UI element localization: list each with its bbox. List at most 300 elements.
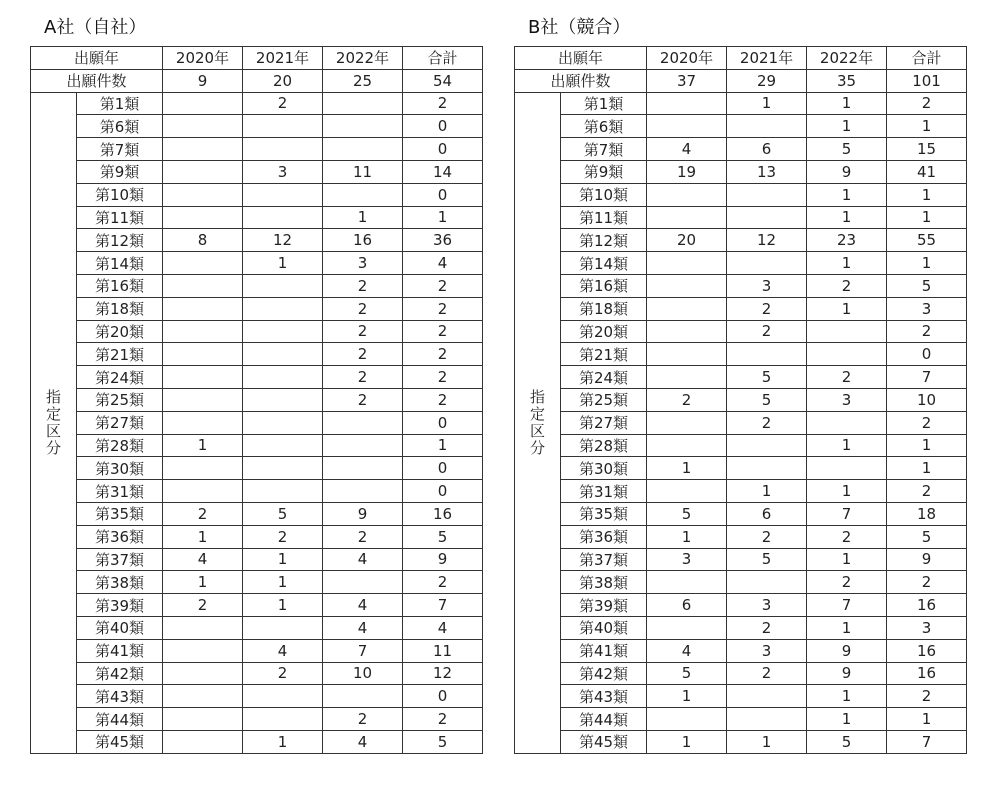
class-name-cell: 第16類 [561,274,647,297]
value-cell [243,480,323,503]
value-cell: 5 [647,502,727,525]
class-name-cell: 第10類 [77,183,163,206]
value-cell: 5 [243,502,323,525]
value-cell [163,639,243,662]
value-cell: 3 [243,160,323,183]
value-cell [163,480,243,503]
class-name-cell: 第25類 [561,388,647,411]
value-cell: 5 [727,366,807,389]
value-cell: 1 [647,525,727,548]
total-cell: 3 [887,297,967,320]
total-cell: 5 [887,274,967,297]
total-cell: 2 [887,320,967,343]
table-row [31,571,483,594]
total-cell: 7 [887,730,967,753]
total-cell: 2 [403,92,483,115]
value-cell: 2 [323,274,403,297]
table-row [515,92,967,115]
total-cell: 2 [887,92,967,115]
total-cell: 1 [887,434,967,457]
table-row [515,343,967,366]
value-cell [647,206,727,229]
table-row [31,525,483,548]
value-cell: 2 [243,92,323,115]
table-row [31,708,483,731]
header-total-cell: 合計 [887,47,967,70]
value-cell: 2 [323,525,403,548]
value-cell [243,616,323,639]
value-cell: 1 [163,525,243,548]
value-cell: 1 [807,115,887,138]
table-row [31,206,483,229]
value-cell: 1 [807,616,887,639]
value-cell [163,320,243,343]
total-cell: 11 [403,639,483,662]
class-name-cell: 第41類 [561,639,647,662]
class-name-cell: 第30類 [561,457,647,480]
summary-value-cell: 54 [403,69,483,92]
value-cell: 2 [163,594,243,617]
value-cell [323,115,403,138]
total-cell: 1 [887,457,967,480]
summary-value-cell: 25 [323,69,403,92]
class-name-cell: 第21類 [561,343,647,366]
value-cell: 5 [807,730,887,753]
class-name-cell: 第16類 [77,274,163,297]
table-row [515,730,967,753]
class-name-cell: 第7類 [561,138,647,161]
table-row [31,160,483,183]
value-cell: 4 [647,639,727,662]
total-cell: 0 [403,138,483,161]
total-cell: 3 [887,616,967,639]
value-cell: 1 [163,434,243,457]
class-name-cell: 第7類 [77,138,163,161]
class-name-cell: 第28類 [561,434,647,457]
value-cell [323,480,403,503]
value-cell [163,662,243,685]
total-cell: 2 [887,411,967,434]
value-cell: 2 [727,662,807,685]
value-cell: 2 [323,343,403,366]
table-row [515,183,967,206]
value-cell: 2 [243,662,323,685]
total-cell: 0 [403,480,483,503]
table-row [31,320,483,343]
header-year-cell: 2020年 [163,47,243,70]
value-cell: 6 [727,502,807,525]
header-year-cell: 2022年 [807,47,887,70]
table-row [31,115,483,138]
class-name-cell: 第36類 [561,525,647,548]
value-cell [163,160,243,183]
table-row [515,639,967,662]
value-cell: 2 [323,388,403,411]
value-cell: 2 [323,366,403,389]
table-row [31,92,483,115]
class-name-cell: 第38類 [77,571,163,594]
value-cell: 2 [727,525,807,548]
value-cell [243,138,323,161]
value-cell: 4 [647,138,727,161]
table-row [515,160,967,183]
summary-value-cell: 9 [163,69,243,92]
header-row [31,47,483,70]
total-cell: 55 [887,229,967,252]
table-row [515,708,967,731]
table-row [31,297,483,320]
table-row [515,138,967,161]
value-cell: 1 [807,252,887,275]
value-cell: 7 [807,594,887,617]
value-cell: 3 [323,252,403,275]
group-label-cell: 指定区分 [31,92,77,753]
value-cell: 6 [727,138,807,161]
value-cell [647,708,727,731]
total-cell: 16 [403,502,483,525]
value-cell: 7 [323,639,403,662]
value-cell: 3 [807,388,887,411]
value-cell: 8 [163,229,243,252]
value-cell: 2 [727,297,807,320]
total-cell: 0 [403,685,483,708]
class-name-cell: 第12類 [77,229,163,252]
value-cell [163,297,243,320]
value-cell: 1 [243,252,323,275]
header-year-cell: 2021年 [243,47,323,70]
value-cell: 1 [807,92,887,115]
value-cell: 2 [243,525,323,548]
value-cell: 1 [647,730,727,753]
table-row [31,457,483,480]
total-cell: 2 [403,297,483,320]
value-cell: 1 [807,685,887,708]
total-cell: 4 [403,252,483,275]
class-name-cell: 第43類 [561,685,647,708]
value-cell: 2 [807,571,887,594]
table-row [515,548,967,571]
value-cell: 1 [727,92,807,115]
class-name-cell: 第44類 [561,708,647,731]
table-row [31,434,483,457]
value-cell: 13 [727,160,807,183]
summary-row [31,69,483,92]
header-year-label: 出願年 [515,47,647,70]
value-cell: 6 [647,594,727,617]
table-row [515,594,967,617]
value-cell [243,388,323,411]
header-year-cell: 2021年 [727,47,807,70]
table-row [515,320,967,343]
table-row [515,457,967,480]
table-row [515,662,967,685]
table-row [515,616,967,639]
value-cell: 1 [243,730,323,753]
table-row [515,388,967,411]
value-cell [243,434,323,457]
value-cell [647,411,727,434]
value-cell: 4 [323,730,403,753]
value-cell: 1 [647,457,727,480]
class-name-cell: 第42類 [561,662,647,685]
value-cell [163,616,243,639]
summary-value-cell: 101 [887,69,967,92]
total-cell: 0 [403,411,483,434]
value-cell [727,115,807,138]
total-cell: 2 [887,685,967,708]
value-cell: 3 [727,594,807,617]
total-cell: 16 [887,594,967,617]
value-cell [647,274,727,297]
class-name-cell: 第35類 [77,502,163,525]
value-cell [243,457,323,480]
value-cell: 5 [647,662,727,685]
class-name-cell: 第1類 [77,92,163,115]
value-cell: 9 [323,502,403,525]
total-cell: 9 [887,548,967,571]
value-cell [647,92,727,115]
summary-label: 出願件数 [515,69,647,92]
table-row [515,366,967,389]
value-cell: 1 [727,730,807,753]
class-name-cell: 第24類 [561,366,647,389]
value-cell: 4 [323,548,403,571]
value-cell: 2 [727,411,807,434]
total-cell: 2 [403,708,483,731]
total-cell: 2 [403,388,483,411]
value-cell: 1 [807,548,887,571]
summary-value-cell: 35 [807,69,887,92]
value-cell: 1 [807,708,887,731]
table-row [515,502,967,525]
total-cell: 2 [403,366,483,389]
value-cell: 20 [647,229,727,252]
value-cell [243,708,323,731]
class-name-cell: 第27類 [561,411,647,434]
value-cell [727,685,807,708]
table-row [515,115,967,138]
value-cell [727,457,807,480]
total-cell: 1 [887,183,967,206]
total-cell: 0 [403,457,483,480]
table-row [31,274,483,297]
table-row [31,388,483,411]
value-cell [163,730,243,753]
table-row [515,480,967,503]
total-cell: 1 [887,252,967,275]
class-name-cell: 第18類 [77,297,163,320]
value-cell [163,183,243,206]
value-cell: 1 [647,685,727,708]
value-cell: 2 [323,708,403,731]
table-row [31,343,483,366]
summary-row [515,69,967,92]
class-name-cell: 第9類 [77,160,163,183]
class-name-cell: 第40類 [77,616,163,639]
value-cell [163,274,243,297]
total-cell: 5 [403,525,483,548]
value-cell: 11 [323,160,403,183]
value-cell [243,411,323,434]
table-row [31,662,483,685]
header-year-cell: 2020年 [647,47,727,70]
class-name-cell: 第6類 [77,115,163,138]
class-name-cell: 第41類 [77,639,163,662]
class-name-cell: 第30類 [77,457,163,480]
table-row [515,434,967,457]
class-name-cell: 第37類 [561,548,647,571]
total-cell: 2 [887,571,967,594]
value-cell [323,92,403,115]
value-cell: 19 [647,160,727,183]
total-cell: 15 [887,138,967,161]
value-cell [243,206,323,229]
total-cell: 14 [403,160,483,183]
value-cell: 2 [647,388,727,411]
group-label-cell: 指定区分 [515,92,561,753]
value-cell [243,366,323,389]
summary-value-cell: 37 [647,69,727,92]
value-cell: 1 [807,297,887,320]
value-cell [727,343,807,366]
table-row [515,571,967,594]
value-cell: 16 [323,229,403,252]
table-row [515,525,967,548]
total-cell: 36 [403,229,483,252]
table-row [515,274,967,297]
table-b-panel [514,10,966,754]
value-cell [647,571,727,594]
total-cell: 41 [887,160,967,183]
value-cell [243,274,323,297]
value-cell: 12 [243,229,323,252]
table-row [31,639,483,662]
value-cell [163,115,243,138]
value-cell: 1 [243,548,323,571]
class-name-cell: 第9類 [561,160,647,183]
class-name-cell: 第10類 [561,183,647,206]
value-cell: 5 [807,138,887,161]
total-cell: 12 [403,662,483,685]
value-cell: 5 [727,548,807,571]
value-cell [727,434,807,457]
table-row [31,252,483,275]
value-cell: 23 [807,229,887,252]
total-cell: 7 [403,594,483,617]
total-cell: 2 [887,480,967,503]
value-cell [647,480,727,503]
class-name-cell: 第25類 [77,388,163,411]
value-cell: 1 [243,571,323,594]
total-cell: 2 [403,343,483,366]
table-row [31,138,483,161]
value-cell: 5 [727,388,807,411]
value-cell: 3 [727,639,807,662]
value-cell [807,411,887,434]
value-cell [727,183,807,206]
value-cell [163,411,243,434]
value-cell [807,343,887,366]
class-name-cell: 第20類 [77,320,163,343]
total-cell: 1 [403,206,483,229]
header-row [515,47,967,70]
class-name-cell: 第45類 [77,730,163,753]
value-cell [323,183,403,206]
value-cell: 2 [163,502,243,525]
value-cell [647,320,727,343]
class-name-cell: 第14類 [561,252,647,275]
total-cell: 7 [887,366,967,389]
class-name-cell: 第40類 [561,616,647,639]
table-row [31,616,483,639]
total-cell: 5 [403,730,483,753]
table-a-panel [30,10,482,754]
table-row [31,183,483,206]
value-cell [243,183,323,206]
class-name-cell: 第39類 [561,594,647,617]
value-cell [647,616,727,639]
table-row [31,229,483,252]
value-cell: 4 [323,594,403,617]
value-cell: 1 [807,480,887,503]
value-cell [323,571,403,594]
value-cell [163,206,243,229]
total-cell: 18 [887,502,967,525]
class-name-cell: 第44類 [77,708,163,731]
value-cell [647,366,727,389]
class-name-cell: 第31類 [77,480,163,503]
value-cell [807,457,887,480]
value-cell: 2 [727,320,807,343]
table-row [31,548,483,571]
total-cell: 1 [403,434,483,457]
value-cell [647,115,727,138]
class-name-cell: 第20類 [561,320,647,343]
total-cell: 1 [887,115,967,138]
value-cell [323,138,403,161]
value-cell [163,457,243,480]
value-cell [243,320,323,343]
value-cell [163,388,243,411]
class-name-cell: 第37類 [77,548,163,571]
value-cell [163,685,243,708]
value-cell [163,366,243,389]
table-row [31,480,483,503]
table-row [515,297,967,320]
table-a-title: A社（自社） [44,17,147,38]
value-cell [243,343,323,366]
value-cell [243,297,323,320]
table-row [515,229,967,252]
value-cell: 12 [727,229,807,252]
value-cell: 1 [727,480,807,503]
class-name-cell: 第31類 [561,480,647,503]
class-name-cell: 第14類 [77,252,163,275]
table-row [515,411,967,434]
class-name-cell: 第45類 [561,730,647,753]
class-name-cell: 第21類 [77,343,163,366]
value-cell [727,206,807,229]
value-cell [647,252,727,275]
class-name-cell: 第11類 [561,206,647,229]
table-row [515,206,967,229]
value-cell [163,252,243,275]
class-name-cell: 第12類 [561,229,647,252]
value-cell [323,685,403,708]
class-name-cell: 第35類 [561,502,647,525]
summary-value-cell: 29 [727,69,807,92]
value-cell [243,115,323,138]
